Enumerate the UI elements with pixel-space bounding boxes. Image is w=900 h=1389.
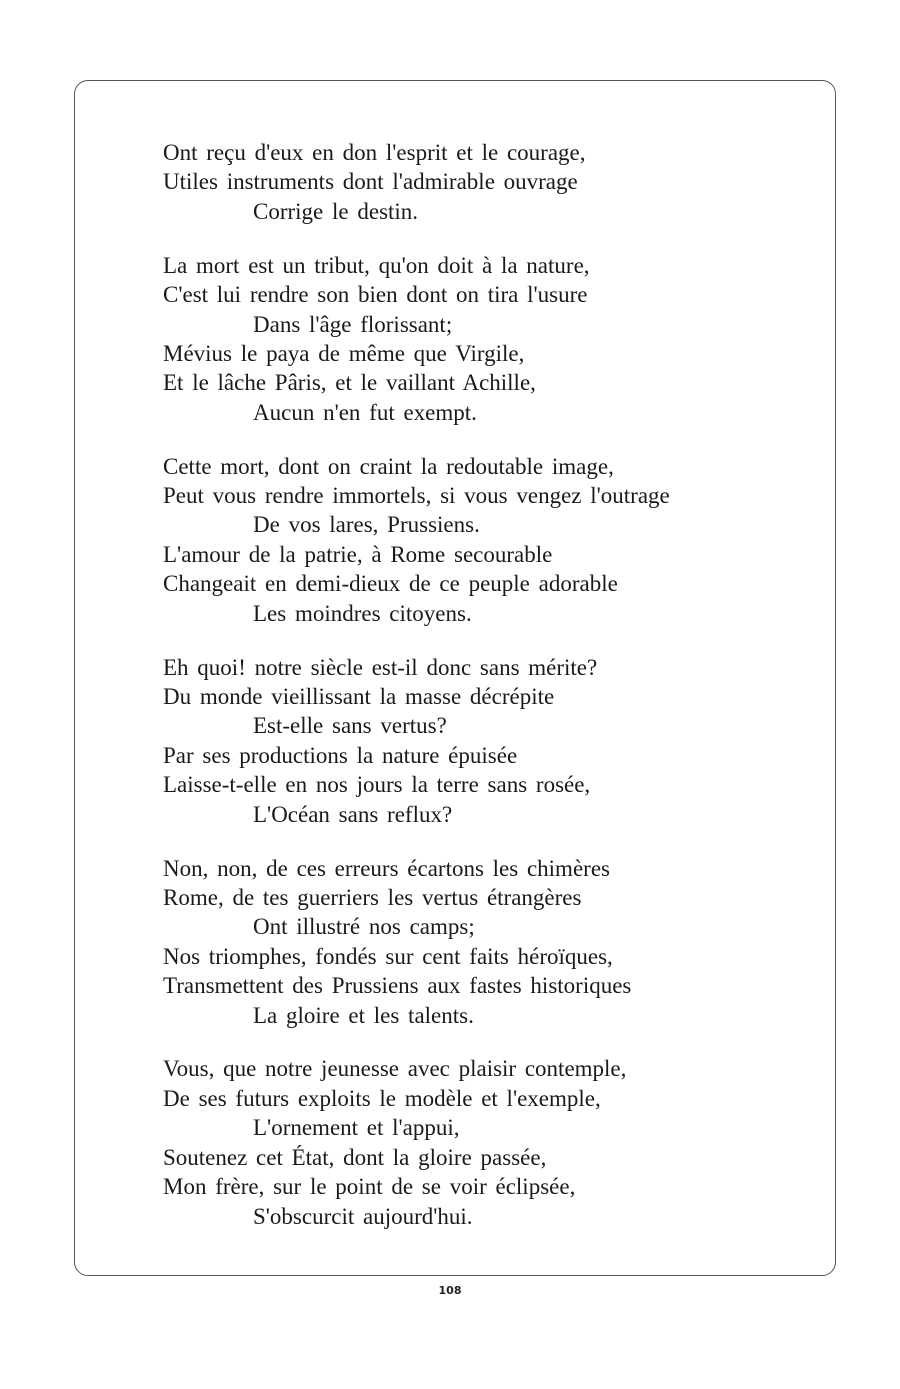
stanza (163, 653, 843, 829)
page-number: 108 (438, 1284, 462, 1297)
verse-line: Transmettent des Prussiens aux fastes historiques (163, 973, 632, 999)
verse-line: Mévius le paya de même que Virgile, (163, 340, 525, 366)
verse-line: Mon frère, sur le point de se voir éclipsée, (163, 1174, 576, 1200)
verse-line: Rome, de tes guerriers les vertus étrangères (163, 884, 582, 910)
verse-line-indented: L'ornement et l'appui, (253, 1115, 460, 1141)
verse-line: Du monde vieillissant la masse décrépite (163, 684, 555, 709)
verse-line: Peut vous rendre immortels, si vous vengez l'outrage (163, 483, 670, 509)
verse-line-indented: Est-elle sans vertus? (253, 713, 447, 739)
verse-line-indented: Aucun n'en fut exempt. (253, 399, 477, 425)
verse-line: Par ses productions la nature épuisée (163, 742, 518, 768)
stanza (163, 1054, 843, 1230)
verse-line: Ont reçu d'eux en don l'esprit et le courage, (163, 140, 586, 165)
verse-line: Nos triomphes, fondés sur cent faits héroïques, (163, 943, 613, 969)
verse-line: L'amour de la patrie, à Rome secourable (163, 541, 553, 567)
stanza (163, 251, 843, 427)
verse-line-indented: De vos lares, Prussiens. (253, 512, 480, 538)
verse-line: La mort est un tribut, qu'on doit à la nature, (163, 252, 590, 278)
verse-line-indented: Ont illustré nos camps; (253, 914, 475, 940)
verse-line: C'est lui rendre son bien dont on tira l'usure (163, 282, 588, 308)
verse-line-indented: Les moindres citoyens. (253, 600, 472, 626)
verse-line: Laisse-t-elle en nos jours la terre sans rosée, (163, 772, 591, 798)
verse-line: Cette mort, dont on craint la redoutable image, (163, 453, 614, 479)
verse-line-indented: S'obscurcit aujourd'hui. (253, 1203, 473, 1229)
verse-line: Soutenez cet État, dont la gloire passée, (163, 1144, 547, 1170)
poem (163, 138, 843, 1231)
verse-line-indented: Corrige le destin. (253, 198, 419, 224)
verse-line: Changeait en demi-dieux de ce peuple adorable (163, 571, 618, 597)
stanza (163, 138, 843, 226)
verse-line: Et le lâche Pâris, et le vaillant Achille, (163, 370, 536, 396)
verse-line: Vous, que notre jeunesse avec plaisir contemple, (163, 1056, 627, 1082)
verse-line-indented: L'Océan sans reflux? (253, 801, 453, 827)
stanza (163, 854, 843, 1030)
verse-line: Utiles instruments dont l'admirable ouvrage (163, 169, 578, 195)
verse-line: Non, non, de ces erreurs écartons les chimères (163, 855, 610, 881)
verse-line-indented: La gloire et les talents. (253, 1002, 474, 1028)
verse-line-indented: Dans l'âge florissant; (253, 311, 453, 337)
verse-line: Eh quoi! notre siècle est-il donc sans mérite? (163, 654, 598, 680)
verse-line: De ses futurs exploits le modèle et l'exemple, (163, 1085, 601, 1111)
stanza (163, 452, 843, 628)
